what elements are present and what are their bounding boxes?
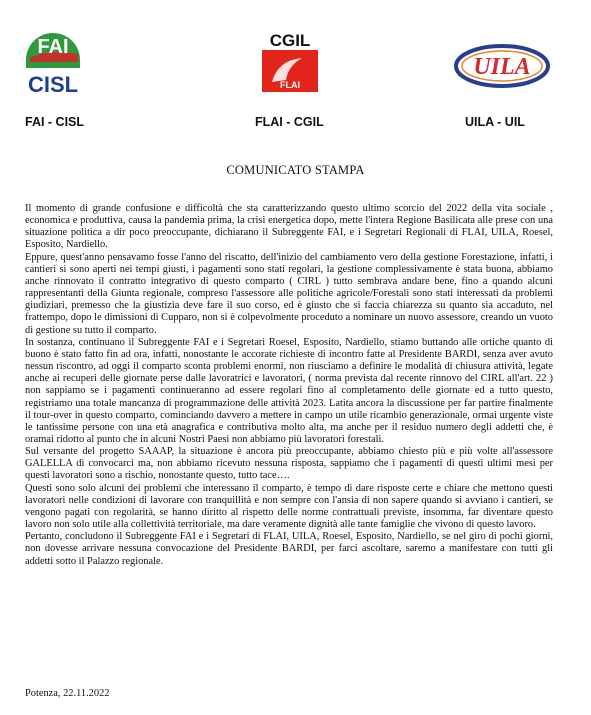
paragraph-2: Eppure, quest'anno pensavamo fosse l'anno del riscatto, dell'inizio del cambiamento vero della gestione Forestazione, infatti, i cantieri si sono aperti nei tempi giusti, i pagamenti sono stati regolari, la gestione complessivamente è stata buona, abbiamo anche rinnovato il contratto integrativo di questo comparto ( CIRL ) tutto sembrava andare bene, fino a quando alcuni rappresentanti della Giunta regionale, compreso l'assessore alle politiche agricole/Forestali sono stati interessati da problemi giudiziari, premesso che la giustizia deve fare il suo corso, ed è giusto che si faccia chiarezza su quanto sia accaduto, nel frattempo, dopo le dimissioni di Cupparo, non si è colpevolmente proceduto a nominare un nuovo assessore, creando un vuoto di gestione su tutto il comparto. (25, 251, 553, 336)
fai-cisl-logo (20, 18, 86, 98)
place-date: Potenza, 22.11.2022 (25, 688, 110, 699)
cgil-mark-text: CGIL (269, 31, 311, 50)
uila-uil-logo (452, 38, 552, 98)
paragraph-1: Il momento di grande confusione e difficoltà che sta caratterizzando questo ultimo scorcio del 2022 della vita sociale , economica e produttiva, causa la pandemia prima, la crisi energetica dopo, mette l'intera Regione Basilicata alle prese con una situazione politica a dir poco preoccupante, dichiarano il Subreggente FAI, e i Segretari Regionali di FLAI, UILA, Roesel, Esposito, Nardiello. (25, 203, 553, 251)
paragraph-3: In sostanza, continuano il Subreggente FAI e i Segretari Roesel, Esposito, Nardiello, stiamo buttando alle ortiche quanto di buono è stato fatto fin ad ora, infatti, nonostante le accorate richieste di incontro fatte al Presidente BARDI, senza aver avuto nessun riscontro, ad oggi il comparto sconta problemi enormi, non riusciamo a definire le modalità di chiusura attività, legate anche ai recuperi delle giornate perse dalle lavoratrici e lavoratori, ( norma prevista dal recente rinnovo del CIRL all'art. 22 ) non sappiamo se i pagamenti continueranno ad essere regolari fino al completamento delle giornate ed a tutto questo, registriamo una totale mancanza di programmazione delle attività 2023. Latita ancora la discussione per far partire finalmente il tour-over in questo comparto, cominciando davvero a mettere in campo un utile ricambio generazionale, ormai urgente viste le tantissime persone con una età anagrafica e contributiva molto alta, ma anche per il residuo numero degli addetti che, è oramai ridotto al punto che in alcuni Nostri Paesi non abbiamo più lavoratori forestali. (25, 336, 553, 445)
flai-sub-text: FLAI (280, 80, 300, 90)
uila-mark-text: UILA (473, 54, 531, 80)
flai-cgil-logo (258, 30, 322, 94)
paragraph-4: Sul versante del progetto SAAAP, la situazione è ancora più preoccupante, abbiamo chiesto più e più volte all'assessore GALELLA di convocarci ma, non abbiamo ricevuto nessuna risposta, sappiamo che i pagamenti di questi ultimi mesi per questi lavoratori sono a rischio, nonostante questo, tutto tace…. (25, 446, 553, 482)
uila-uil-caption: UILA - UIL (465, 115, 525, 129)
cisl-word: CISL (27, 72, 79, 97)
document-title: COMUNICATO STAMPA (226, 163, 365, 177)
document-body (25, 203, 553, 568)
paragraph-6: Pertanto, concludono il Subreggente FAI e i Segretari di FLAI, UILA, Roesel, Esposito, Nardiello, se nel giro di pochi giorni, non dovesse arrivare nessuna convocazione del Presidente BARDI, per farci ascoltare, saremo a manifestare con tutti gli addetti sotto il Palazzo regionale. (25, 531, 553, 567)
flai-cgil-caption: FLAI - CGIL (255, 115, 324, 129)
paragraph-5: Questi sono solo alcuni dei problemi che interessano il comparto, è tempo di dare risposte certe e chiare che mettono questi lavoratori nelle condizioni di lavorare con tranquillità e non sempre con l'ansia di non sapere quando si avviano i cantieri, se vengono pagati con regolarità, se hanno diritto al rispetto delle norme contrattuali previste, insomma, far diventare questo lavoro non solo utile alla collettività territoriale, ma dare veramente dignità alle tante famiglie che vivono di questo lavoro. (25, 482, 553, 531)
fai-cisl-caption: FAI - CISL (25, 115, 85, 129)
fai-mark-text: FAI (37, 36, 69, 58)
